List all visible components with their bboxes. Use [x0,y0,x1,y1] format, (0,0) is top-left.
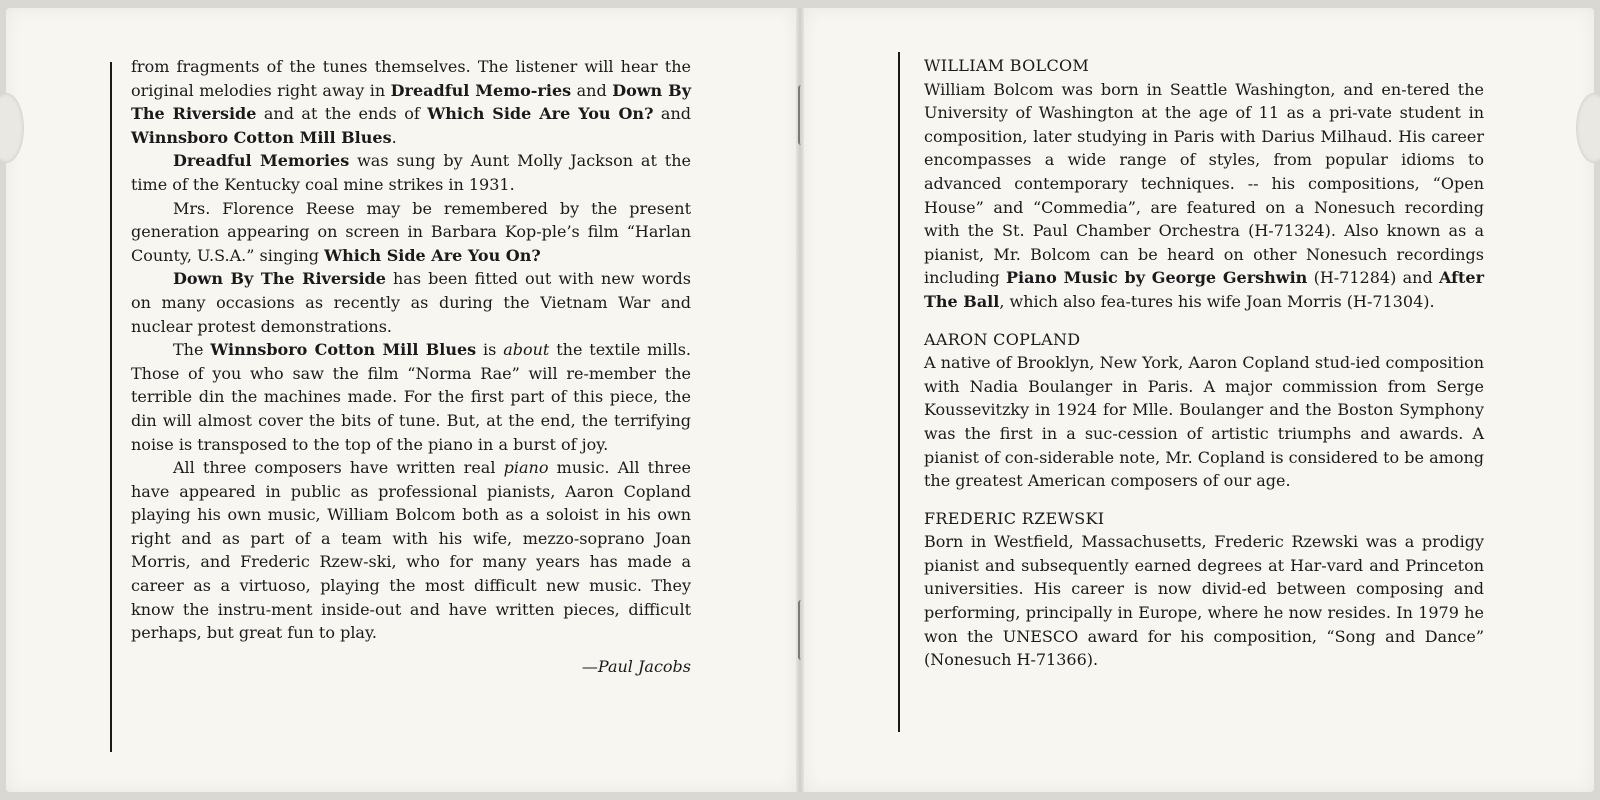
bio-heading: WILLIAM BOLCOM [924,56,1090,75]
bio-body [924,351,1484,493]
right-text-column [924,54,1484,686]
italic-text: about [503,340,550,360]
bio-section [924,328,1484,493]
bold-title: Winnsboro Cotton Mill Blues [131,127,392,147]
bold-title: Winnsboro Cotton Mill Blues [210,340,477,360]
right-page [804,8,1594,792]
text-run: from fragments of the tunes themselves. The listener will hear the original melodies right away in [131,57,691,100]
bio-body [924,530,1484,672]
left-text-column [131,55,691,678]
text-run: is [476,340,504,360]
left-page [6,8,796,792]
text-run: music. All three have appeared in public as professional pianists, Aaron Copland playing his own music, William Bolcom both as a soloist in his own right and as part of a team with his wife, mezzo-soprano Joan Morris, and Frederic Rzew-ski, who for many years has made a career as a virtuoso, playing the most difficult new music. They know the instru-ment inside-out and have written pieces, difficult perhaps, but great fun to play. [131,458,692,643]
bio-body [924,78,1484,314]
text-run: (H-71284) and [1307,268,1439,288]
bio-heading: FREDERIC RZEWSKI [924,508,1105,528]
text-run: the textile mills. Those of you who saw the film “Norma Rae” will re-member the terrible din the machines made. For the first part of this piece, the din will almost cover the bits of tune. But, at the end, the terrifying noise is transposed to the top of the piano in a burst of joy. [131,340,691,454]
author-signature: —Paul Jacobs [581,656,691,676]
text-run: The [173,340,211,360]
text-run: , which also fea-tures his wife Joan Morris (H-71304). [999,291,1435,311]
text-run: and [653,104,691,124]
bold-title: Piano Music by George Gershwin [1006,268,1308,288]
left-paragraph [131,197,691,268]
right-edge-notch [1576,93,1600,163]
italic-text: piano [503,458,549,478]
text-run: Mrs. Florence Reese may be remembered by the present generation appearing on screen in Barbara Kop-ple’s film “Harlan County, U.S.A.” singing [131,198,691,265]
left-paragraph [131,456,691,645]
bold-title: Down By The Riverside [173,269,386,289]
bold-title: Which Side Are You On? [324,245,541,265]
bio-heading: AARON COPLAND [924,329,1081,349]
bold-title: Down By The Riverside [131,80,691,124]
text-run: William Bolcom was born in Seattle Washington, and en-tered the University of Washington at the age of 11 as a pri-vate student in composition, later studying in Paris with Darius Milhaud. His career encompasses a wide range of styles, from popular idioms to advanced contemporary techniques. -- his compositions, “Open House” and “Commedia”, are featured on a Nonesuch recording with the St. Paul Chamber Orchestra (H-71324). Also known as a pianist, Mr. Bolcom can be heard on other Nonesuch recordings including [924,79,1484,288]
bold-title: Dreadful Memo-ries [390,80,572,100]
left-vertical-rule [110,62,112,752]
text-run: All three composers have written real [173,458,504,478]
left-paragraph [131,55,691,149]
bold-title: Dreadful Memories [173,151,350,171]
text-run: was sung by Aunt Molly Jackson at the time of the Kentucky coal mine strikes in 1931. [131,151,691,194]
right-vertical-rule [898,52,900,732]
left-paragraph [131,267,691,338]
left-paragraph [131,149,691,196]
text-run: Born in Westfield, Massachusetts, Frederic Rzewski was a prodigy pianist and subsequently earned degrees at Har-vard and Princeton universities. His career is now divid-ed between composing and performing, principally in Europe, where he now resides. In 1979 he won the UNESCO award for his composition, “Song and Dance” (Nonesuch H-71366). [924,532,1484,670]
bio-section [924,54,1484,314]
text-run: A native of Brooklyn, New York, Aaron Copland stud-ied composition with Nadia Boulanger in Paris. A major commission from Serge Koussevitzky in 1924 for Mlle. Boulanger and the Boston Symphony was the first in a suc-cession of artistic triumphs and awards. A pianist of con-siderable note, Mr. Copland is considered to be among the greatest American composers of our age. [924,353,1484,491]
left-paragraph [131,338,691,456]
text-run: . [391,127,397,147]
bold-title: Which Side Are You On? [427,104,654,124]
text-run: and [571,80,613,100]
text-run: and at the ends of [256,104,428,124]
text-run: has been fitted out with new words on many occasions as recently as during the Vietnam War and nuclear protest demonstrations. [131,269,692,336]
bio-section [924,507,1484,672]
bold-title: After The Ball [924,268,1485,311]
left-edge-notch [0,93,24,163]
